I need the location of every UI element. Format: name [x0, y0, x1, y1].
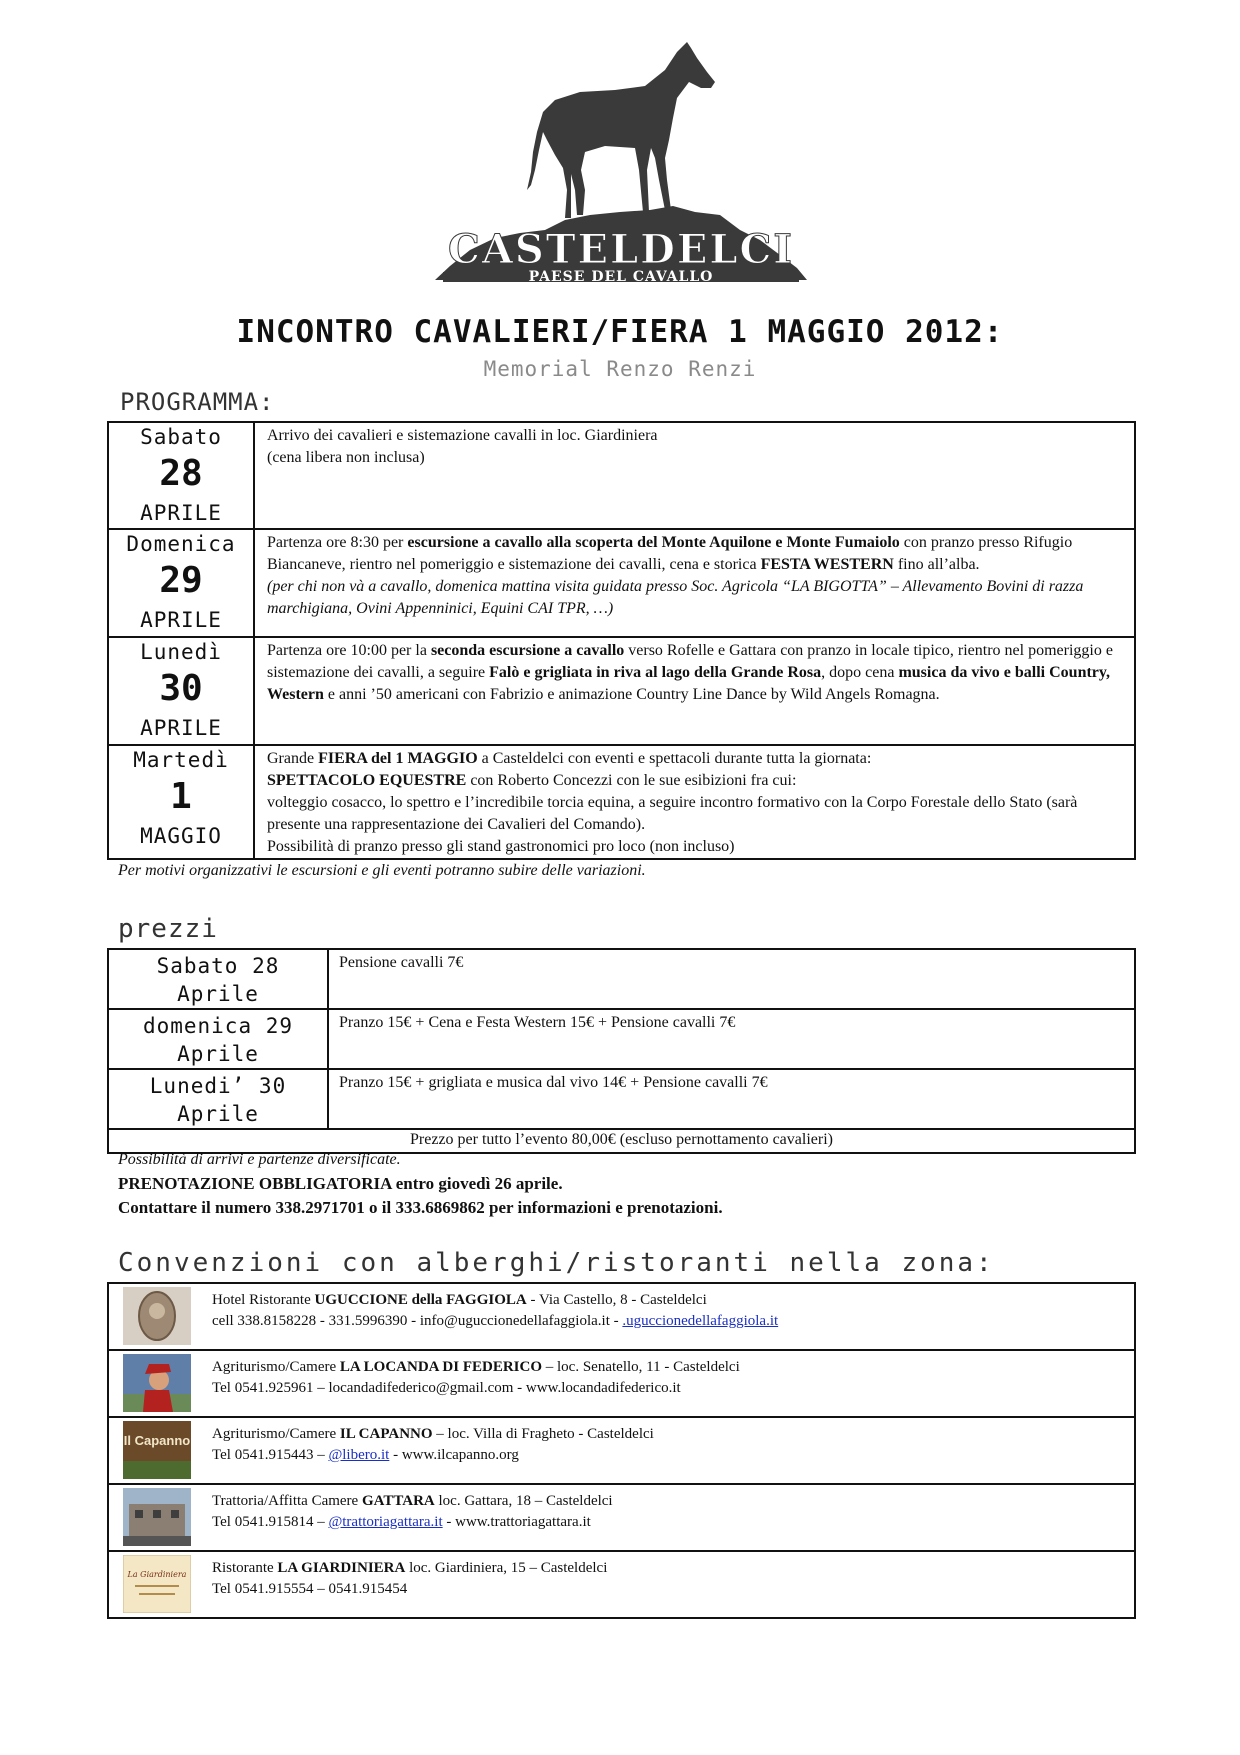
convenzione-row [108, 1417, 1135, 1484]
day-number: 30 [159, 668, 203, 709]
price-month: Aprile [177, 1102, 259, 1126]
day-month: APRILE [140, 716, 222, 740]
convenzioni-heading: Convenzioni con alberghi/ristoranti nella zona: [118, 1248, 995, 1278]
desc-text: Partenza ore 8:30 per [267, 534, 408, 551]
logo-text: CASTELDELCI [448, 226, 794, 273]
price-month: Aprile [177, 982, 259, 1006]
desc-text: e anni ’50 americani con Fabrizio e animazione Country Line Dance by Wild Angels Romagna. [323, 686, 940, 703]
day-month: APRILE [140, 608, 222, 632]
day-cell [108, 745, 254, 859]
convenzione-text [204, 1551, 1135, 1618]
conv-line [212, 1491, 1124, 1512]
day-description [254, 422, 1135, 529]
conv-contacts: Tel 0541.915554 – 0541.915454 [212, 1581, 408, 1597]
desc-bold: SPETTACOLO EQUESTRE [267, 772, 467, 789]
conv-contacts: Tel 0541.915814 – [212, 1514, 329, 1530]
desc-bold: seconda escursione a cavallo [430, 642, 625, 659]
conv-line [212, 1445, 1124, 1466]
gattara-thumbnail [123, 1488, 191, 1546]
convenzione-text [204, 1283, 1135, 1350]
convenzioni-table [107, 1282, 1136, 1619]
desc-bold: musica da vivo e balli Country, Western [267, 664, 1111, 703]
booking-info [118, 1148, 723, 1220]
conv-line [212, 1290, 1124, 1311]
conv-address: - Via Castello, 8 - Casteldelci [526, 1292, 707, 1308]
thumb-cell [108, 1484, 204, 1551]
desc-line: (cena libera non inclusa) [267, 449, 425, 466]
day-month: MAGGIO [140, 824, 222, 848]
conv-address: – loc. Senatello, 11 - Casteldelci [542, 1359, 740, 1375]
conv-type: Trattoria/Affitta Camere [212, 1493, 362, 1509]
conv-link[interactable]: .uguccionedellafaggiola.it [622, 1313, 779, 1329]
day-cell [108, 529, 254, 637]
conv-type: Agriturismo/Camere [212, 1426, 340, 1442]
thumb-cell [108, 1551, 204, 1618]
conv-contacts: - www.ilcapanno.org [389, 1447, 519, 1463]
desc-line [267, 770, 1124, 792]
conv-name: LA LOCANDA DI FEDERICO [339, 1359, 543, 1375]
day-number: 29 [159, 560, 203, 601]
desc-line: Arrivo dei cavalieri e sistemazione cavalli in loc. Giardiniera [267, 427, 658, 444]
contact-line: Contattare il numero 338.2971701 o il 333.6869862 per informazioni e prenotazioni. [118, 1198, 723, 1217]
capanno-thumbnail [123, 1421, 191, 1479]
horse-silhouette [527, 42, 715, 218]
price-day: domenica 29 [142, 1014, 294, 1038]
conv-line [212, 1311, 1124, 1332]
conv-contacts: - www.trattoriagattara.it [442, 1514, 591, 1530]
booking-required-label: PRENOTAZIONE OBBLIGATORIA [118, 1174, 392, 1193]
programma-row [108, 745, 1135, 859]
desc-bold: escursione a cavallo alla scoperta del Monte Aquilone e Monte Fumaiolo [407, 534, 900, 551]
booking-required [118, 1172, 723, 1196]
price-day-cell [108, 949, 328, 1009]
conv-line [212, 1378, 1124, 1399]
programma-row [108, 422, 1135, 529]
desc-italic-note: (per chi non và a cavallo, domenica mattina visita guidata presso Soc. Agricola “LA BIGOTTA” – Allevamento Bovini di razza marchigiana, Ovini Appenninici, Equini CAI TPR, …) [267, 578, 1084, 617]
day-cell [108, 422, 254, 529]
conv-type: Agriturismo/Camere [212, 1359, 340, 1375]
capanno-thumb-label: Il Capanno [123, 1433, 191, 1448]
thumb-cell [108, 1283, 204, 1350]
conv-line [212, 1579, 1124, 1600]
conv-line [212, 1558, 1124, 1579]
conv-name: GATTARA [361, 1493, 435, 1509]
day-description [254, 745, 1135, 859]
price-total: Prezzo per tutto l’evento 80,00€ (escluso pernottamento cavalieri) [108, 1129, 1135, 1153]
conv-address: loc. Gattara, 18 – Casteldelci [434, 1493, 613, 1509]
thumb-cell [108, 1417, 204, 1484]
conv-link[interactable]: @trattoriagattara.it [328, 1514, 443, 1530]
conv-contacts: Tel 0541.925961 – locandadifederico@gmail.com - www.locandadifederico.it [212, 1380, 681, 1396]
prezzi-table [107, 948, 1136, 1154]
programma-heading: PROGRAMMA: [120, 388, 275, 416]
programma-row [108, 529, 1135, 637]
conv-name: IL CAPANNO [339, 1426, 433, 1442]
desc-text: fino all’alba. [893, 556, 980, 573]
conv-line [212, 1512, 1124, 1533]
price-desc: Pranzo 15€ + grigliata e musica dal vivo 14€ + Pensione cavalli 7€ [328, 1069, 1135, 1129]
desc-text: con pranzo presso Rifugio Biancaneve, rientro nel pomeriggio e sistemazione dei cavalli, cena e storica [267, 534, 1073, 573]
casteldelci-logo [415, 40, 825, 315]
convenzione-text [204, 1417, 1135, 1484]
programma-table [107, 421, 1136, 860]
convenzione-text [204, 1484, 1135, 1551]
conv-type: Hotel Ristorante [212, 1292, 315, 1308]
giardiniera-thumb-label: La Giardiniera [127, 1570, 187, 1579]
giardiniera-thumbnail [123, 1555, 191, 1613]
convenzione-row [108, 1551, 1135, 1618]
desc-text: , dopo cena [821, 664, 899, 681]
page-title: INCONTRO CAVALIERI/FIERA 1 MAGGIO 2012: [236, 314, 1004, 350]
price-day-cell [108, 1009, 328, 1069]
price-day-cell [108, 1069, 328, 1129]
desc-text: Partenza ore 10:00 per la [267, 642, 431, 659]
conv-address: loc. Giardiniera, 15 – Casteldelci [405, 1560, 608, 1576]
conv-line [212, 1424, 1124, 1445]
conv-type: Ristorante [212, 1560, 278, 1576]
price-desc: Pranzo 15€ + Cena e Festa Western 15€ + Pensione cavalli 7€ [328, 1009, 1135, 1069]
convenzione-row [108, 1283, 1135, 1350]
conv-name: LA GIARDINIERA [277, 1560, 406, 1576]
price-row [108, 949, 1135, 1009]
convenzione-row [108, 1484, 1135, 1551]
desc-line: volteggio cosacco, lo spettro e l’incredibile torcia equina, a seguire incontro formativo con la Corpo Forestale dello Stato (sarà presente una rappresentazione dei Cavalieri del Comando). [267, 794, 1078, 833]
desc-line: Possibilità di pranzo presso gli stand gastronomici pro loco (non incluso) [267, 838, 735, 855]
conv-contacts: Tel 0541.915443 – [212, 1447, 329, 1463]
conv-contacts: cell 338.8158228 - 331.5996390 - info@uguccionedellafaggiola.it - [212, 1313, 623, 1329]
day-description [254, 637, 1135, 745]
conv-address: – loc. Villa di Fragheto - Casteldelci [432, 1426, 654, 1442]
convenzione-row [108, 1350, 1135, 1417]
uguccione-thumbnail [123, 1287, 191, 1345]
price-desc: Pensione cavalli 7€ [328, 949, 1135, 1009]
convenzione-text [204, 1350, 1135, 1417]
price-day: Lunedi’ 30 [149, 1074, 287, 1098]
price-month: Aprile [177, 1042, 259, 1066]
desc-text: con Roberto Concezzi con le sue esibizioni fra cui: [466, 772, 797, 789]
desc-text: Grande [267, 750, 319, 767]
day-name: Domenica [126, 532, 236, 556]
desc-line [267, 748, 1124, 770]
day-month: APRILE [140, 501, 222, 525]
day-name: Sabato [140, 425, 222, 449]
desc-bold: Falò e grigliata in riva al lago della Grande Rosa [489, 664, 822, 681]
programma-note: Per motivi organizzativi le escursioni e gli eventi potranno subire delle variazioni. [118, 862, 646, 879]
conv-link[interactable]: @libero.it [328, 1447, 390, 1463]
programma-row [108, 637, 1135, 745]
day-name: Lunedì [140, 640, 222, 664]
locanda-thumbnail [123, 1354, 191, 1412]
day-number: 28 [159, 453, 203, 494]
page-subtitle: Memorial Renzo Renzi [483, 357, 757, 381]
thumb-cell [108, 1350, 204, 1417]
logo-tagline: PAESE DEL CAVALLO [528, 269, 714, 285]
day-description [254, 529, 1135, 637]
day-number: 1 [170, 776, 192, 817]
price-row [108, 1009, 1135, 1069]
desc-text: verso Rofelle e Gattara con pranzo in locale tipico, rientro nel pomeriggio e sistemazione dei cavalli, a seguire [267, 642, 1113, 681]
desc-bold: FESTA WESTERN [760, 556, 894, 573]
price-day: Sabato 28 [156, 954, 280, 978]
prezzi-heading: prezzi [118, 914, 218, 944]
conv-name: UGUCCIONE della FAGGIOLA [314, 1292, 527, 1308]
booking-deadline: entro giovedì 26 aprile. [391, 1174, 563, 1193]
day-cell [108, 637, 254, 745]
day-name: Martedì [133, 748, 229, 772]
desc-bold: FIERA del 1 MAGGIO [318, 750, 478, 767]
price-row [108, 1069, 1135, 1129]
conv-line [212, 1357, 1124, 1378]
arrivals-note: Possibilità di arrivi e partenze diversificate. [118, 1151, 401, 1168]
desc-text: a Casteldelci con eventi e spettacoli durante tutta la giornata: [477, 750, 872, 767]
